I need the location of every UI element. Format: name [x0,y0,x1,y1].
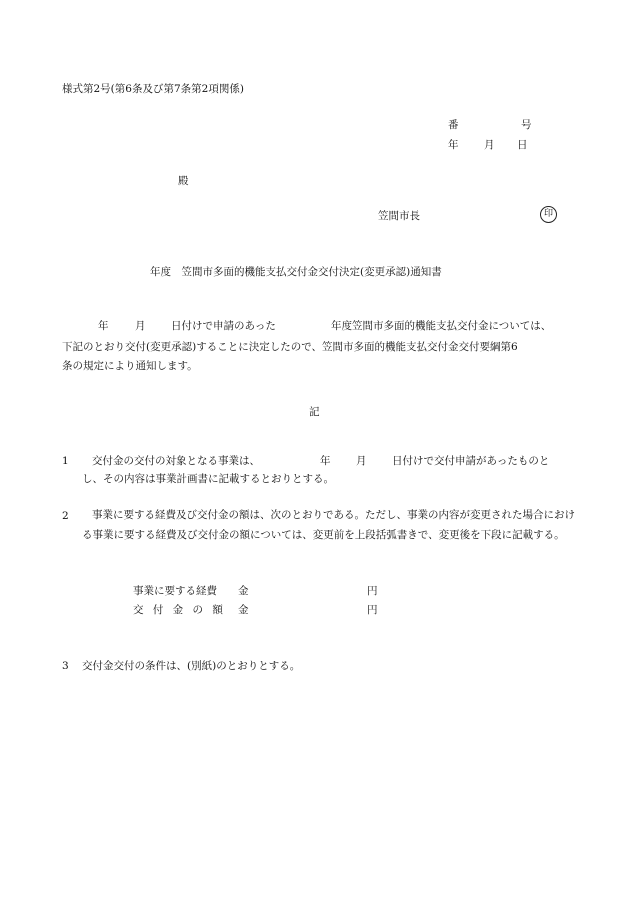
item-1-line1-b: 日付けで交付申請があったものと [392,455,550,467]
item-3-number: 3 [62,660,69,672]
date-month: 月 [484,139,495,151]
item-1-number: 1 [62,455,69,467]
doc-number-go: 号 [521,119,532,131]
recipient-dono: 殿 [178,175,189,187]
document-title: 年度 笠間市多面的機能支払交付金交付決定(変更承認)通知書 [150,266,442,278]
amount-yen-expense: 円 [367,585,378,597]
item-2-number: 2 [62,510,69,522]
ki-heading: 記 [309,406,320,418]
item-1-line1-a: 交付金の交付の対象となる事業は、 [92,455,260,467]
item-1-year: 年 [320,455,331,467]
amount-yen-grant: 円 [367,604,378,616]
amount-label-expense: 事業に要する経費 [133,585,217,597]
amount-kin-grant: 金 [238,604,249,616]
body-line2: 下記のとおり交付(変更承認)することに決定したので、笠間市多面的機能支払交付金交付要綱第6 [62,341,518,353]
sender-name: 笠間市長 [378,210,420,222]
form-number: 様式第2号(第6条及び第7条第2項関係) [62,83,244,95]
doc-number-ban: 番 [448,119,459,131]
body-month: 月 [135,320,146,332]
date-day: 日 [517,139,528,151]
item-1-month: 月 [356,455,367,467]
body-year: 年 [98,320,109,332]
item-1-line2: し、その内容は事業計画書に記載するとおりとする。 [82,473,334,485]
body-line3: 条の規定により通知します。 [62,360,198,372]
body-line1-b: 年度笠間市多面的機能支払交付金については、 [331,320,552,332]
amount-kin-expense: 金 [238,585,249,597]
item-3-text: 交付金交付の条件は、(別紙)のとおりとする。 [82,660,301,672]
seal-mark: 印 [540,206,557,223]
amount-label-grant: 交 付 金 の 額 [133,604,226,616]
item-2-text: 事業に要する経費及び交付金の額は、次のとおりである。ただし、事業の内容が変更された場合における事業に要する経費及び交付金の額については、変更前を上段括弧書きで、変更後を下段に記載する。 [82,509,575,541]
date-year: 年 [448,139,459,151]
body-line1-a: 日付けで申請のあった [171,320,276,332]
